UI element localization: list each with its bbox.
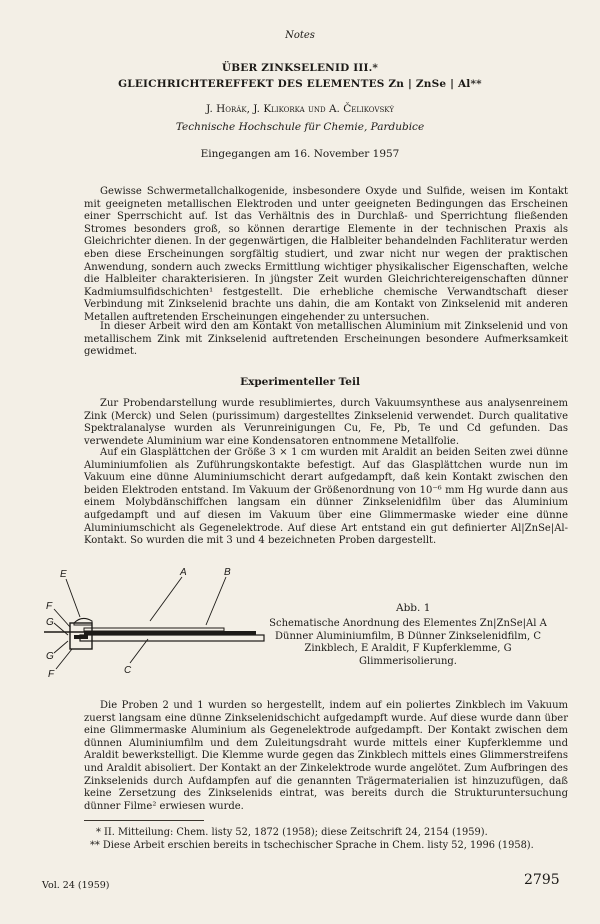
aluminium-film — [84, 628, 224, 631]
intro-paragraph-1: Gewisse Schwermetallchalkogenide, insbesondere Oxyde und Sulfide, weisen im Kontakt mit geeigneten metallischen Elektroden und unter geeigneten Bedingungen das Erscheinen einer Sperrschicht auf. Ist das Verhältnis des in Durchlaß- und Sperrichtung fließenden Stromes besonders groß, so können derartige Elemente in der technischen Praxis als Gleichrichter dienen. In der gegenwärtigen, die Halbleiter behandelnden Fachliteratur werden eben diese Erscheinungen sorgfältig studiert, und zwar nicht nur wegen der praktischen Anwendung, sondern auch zwecks Ermittlung wichtiger physikalischer Eigenschaften, welche die Halbleiter charakterisieren. In jüngster Zeit wurden Gleichrichtereigenschaften dünner Kadmiumsulfidschichten¹ festgestellt. Die erhebliche chemische Verwandtschaft dieser Verbindung mit Zinkselenid brachte uns dahin, die am Kontakt von Zinkselenid mit anderen Metallen auftretenden Erscheinungen eingehender zu untersuchen. — [84, 186, 568, 323]
label-g-bottom: G — [46, 651, 54, 662]
label-e: E — [60, 569, 67, 580]
volume-info: Vol. 24 (1959) — [42, 880, 110, 891]
leader-line-g-top — [54, 623, 68, 635]
leader-line-e — [66, 579, 80, 617]
intro-paragraph-2: In dieser Arbeit wird den am Kontakt von metallischen Aluminium mit Zinkselenid und von metallischem Zink mit Zinkselenid auftretenden Erscheinungen besondere Aufmerksamkeit gewidmet. — [84, 321, 568, 358]
figure-caption-title: Abb. 1 — [396, 602, 431, 614]
figure-caption: Schematische Anordnung des Elementes Zn|ZnSe|Al A Dünner Aluminiumfilm, B Dünner Zinkselenidfilm, C Zinkblech, E Araldit, F Kupferklemme, G Glimmerisolierung. — [269, 618, 547, 667]
experimental-paragraph-3: Die Proben 2 und 1 wurden so hergestellt, indem auf ein poliertes Zinkblech im Vakuum zuerst langsam eine dünne Zinkselenidschicht aufgedampft wurde. Auf diese wurde dann über eine Glimmermaske Aluminium als Gegenelektrode aufgedampft. Der Kontakt zwischen dem dünnen Aluminiumfilm und dem Zuleitungsdraht wurde mittels einer Kupferklemme und Araldit bewerkstelligt. Die Klemme wurde gegen das Zinkblech mittels eines Glimmerstreifens und Araldit abisoliert. Der Kontakt an der Zinkelektrode wurde angelötet. Zum Aufbringen des Zinkselenids durch Aufdampfen auf die genannten Trägermaterialien ist hinzuzufügen, daß keine Zersetzung des Zinkselenids eintrat, was bereits durch die Strukturuntersuchung dünner Filme² erwiesen wurde. — [84, 700, 568, 812]
leader-line-f-top — [54, 609, 70, 627]
running-header: Notes — [285, 30, 315, 41]
page-number: 2795 — [524, 872, 560, 888]
label-f-top: F — [46, 601, 53, 612]
leader-line-c — [130, 639, 148, 663]
label-b: B — [224, 567, 231, 578]
received-date: Eingegangen am 16. November 1957 — [200, 148, 400, 160]
footnote-2: ** Diese Arbeit erschien bereits in tschechischer Sprache in Chem. listy 52, 1996 (1958). — [90, 840, 534, 851]
leader-line-g-bottom — [54, 641, 68, 653]
article-title: ÜBER ZINKSELENID III.* — [221, 62, 379, 74]
experimental-paragraph-1: Zur Probendarstellung wurde resublimiertes, durch Vakuumsynthese aus analysenreinem Zink (Merck) und Selen (purissimum) dargestelltes Zinkselenid verwendet. Durch qualitative Spektralanalyse wurden als Verunreinigungen Cu, Fe, Pb, Te und Cd gefunden. Das verwendete Aluminium war eine Kondensatoren entnommene Metallfolie. — [84, 398, 568, 447]
label-a: A — [180, 567, 187, 578]
authors: J. Horák, J. Klikorka und A. Čelikovský — [206, 103, 394, 115]
zinc-selenide-film — [84, 631, 256, 635]
footnote-1: * II. Mitteilung: Chem. listy 52, 1872 (1958); diese Zeitschrift 24, 2154 (1959). — [96, 827, 488, 838]
label-f-bottom: F — [48, 669, 55, 680]
footnotes — [84, 826, 568, 852]
zinc-plate — [80, 635, 264, 641]
leader-line-f-bottom — [56, 649, 72, 669]
affiliation: Technische Hochschule für Chemie, Pardubice — [175, 121, 425, 133]
label-c: C — [124, 665, 132, 676]
section-heading: Experimenteller Teil — [240, 376, 360, 388]
araldite-blob — [74, 618, 92, 625]
schematic-figure — [44, 565, 266, 683]
leader-line-b — [206, 577, 226, 625]
article-subtitle: GLEICHRICHTEREFFEKT DES ELEMENTES Zn | ZnSe | Al** — [118, 78, 482, 90]
label-g-top: G — [46, 617, 54, 628]
footnote-rule — [84, 820, 204, 821]
leader-line-a — [150, 577, 182, 621]
experimental-paragraph-2: Auf ein Glasplättchen der Größe 3 × 1 cm wurden mit Araldit an beiden Seiten zwei dünne Aluminiumfolien als Zuführungskontakte befestigt. Auf das Glasplättchen wurde nun im Vakuum eine dünne Aluminiumschicht derart aufgedampft, daß kein Kontakt zwischen den beiden Elektroden entstand. Im Vakuum der Größenordnung von 10⁻⁶ mm Hg wurde dann aus einem Molybdänschiffchen langsam ein dünner Zinkselenidfilm über das Aluminium aufgedampft und auf diesen im Vakuum über eine Glimmermaske wieder eine dünne Aluminiumschicht als Gegenelektrode. Auf diese Art entstand ein gut definierter Al|ZnSe|Al-Kontakt. So wurden die mit 3 und 4 bezeichneten Proben dargestellt. — [84, 447, 568, 547]
